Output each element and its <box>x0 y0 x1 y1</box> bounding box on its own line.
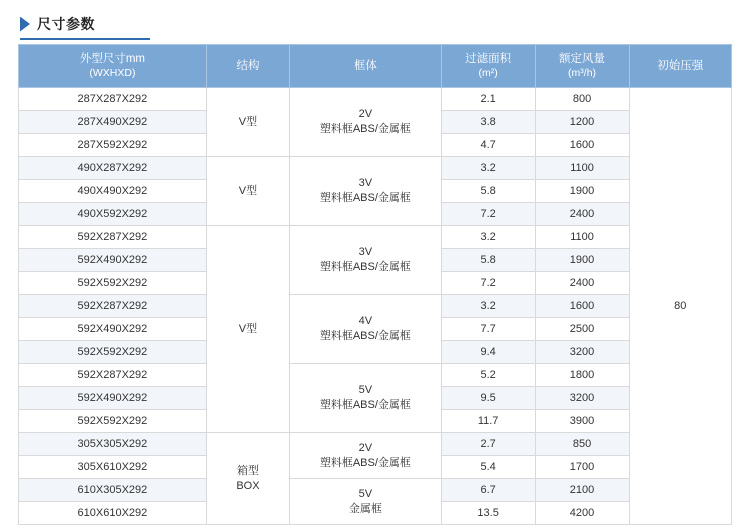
structure-line1: V型 <box>238 322 258 335</box>
frame-line2: 塑料框ABS/金属框 <box>319 123 411 135</box>
cell-frame <box>290 226 442 295</box>
column-header-flow-sub: (m³/h) <box>568 67 597 79</box>
cell-size: 287X490X292 <box>19 111 207 134</box>
column-header-size-sub: (WXHXD) <box>89 67 136 79</box>
cell-flow: 3200 <box>535 387 629 410</box>
cell-area: 5.4 <box>441 456 535 479</box>
cell-size: 305X305X292 <box>19 433 207 456</box>
frame-line2: 塑料框ABS/金属框 <box>319 456 411 469</box>
cell-flow: 1600 <box>535 295 629 318</box>
cell-flow: 1200 <box>535 111 629 134</box>
cell-area: 3.2 <box>441 226 535 249</box>
cell-frame <box>290 364 442 433</box>
cell-area: 3.8 <box>441 111 535 134</box>
cell-area: 5.8 <box>441 180 535 203</box>
cell-frame <box>290 295 442 364</box>
cell-frame <box>290 433 442 479</box>
cell-area: 9.4 <box>441 341 535 364</box>
cell-flow: 1800 <box>535 364 629 387</box>
cell-flow: 1700 <box>535 456 629 479</box>
cell-flow: 800 <box>535 88 629 111</box>
column-header-area <box>441 45 535 88</box>
cell-size: 287X287X292 <box>19 88 207 111</box>
cell-size: 592X287X292 <box>19 226 207 249</box>
table-row <box>19 433 732 456</box>
cell-frame <box>290 157 442 226</box>
frame-line1: 5V <box>358 384 373 396</box>
structure-line1: V型 <box>238 115 258 128</box>
column-header-flow-label: 额定风量 <box>559 53 606 65</box>
cell-size: 592X287X292 <box>19 295 207 318</box>
table-header <box>19 45 732 88</box>
cell-area: 9.5 <box>441 387 535 410</box>
cell-size: 287X592X292 <box>19 134 207 157</box>
cell-area: 3.2 <box>441 157 535 180</box>
table-body <box>19 88 732 525</box>
cell-size: 592X592X292 <box>19 410 207 433</box>
column-header-pressure <box>629 45 732 88</box>
frame-line2: 塑料框ABS/金属框 <box>319 399 411 411</box>
cell-area: 5.2 <box>441 364 535 387</box>
spec-table-wrapper <box>18 44 732 525</box>
structure-line1: 箱型 <box>236 464 259 477</box>
column-header-frame-label: 框体 <box>353 60 377 72</box>
column-header-area-label: 过滤面积 <box>465 53 512 65</box>
table-row <box>19 157 732 180</box>
cell-size: 610X610X292 <box>19 502 207 525</box>
frame-line2: 金属框 <box>348 502 382 515</box>
structure-line1: V型 <box>238 184 258 197</box>
cell-size: 592X490X292 <box>19 387 207 410</box>
frame-line2: 塑料框ABS/金属框 <box>319 261 411 273</box>
cell-size: 592X592X292 <box>19 341 207 364</box>
cell-area: 6.7 <box>441 479 535 502</box>
cell-size: 592X490X292 <box>19 249 207 272</box>
cell-area: 7.2 <box>441 203 535 226</box>
table-row <box>19 226 732 249</box>
cell-structure <box>206 226 289 433</box>
frame-line2: 塑料框ABS/金属框 <box>319 330 411 342</box>
frame-line1: 4V <box>358 315 373 327</box>
section-title <box>20 10 150 40</box>
cell-flow: 850 <box>535 433 629 456</box>
cell-frame <box>290 479 442 525</box>
cell-size: 490X287X292 <box>19 157 207 180</box>
table-row <box>19 88 732 111</box>
cell-flow: 1900 <box>535 249 629 272</box>
triangle-marker-icon <box>20 17 30 32</box>
cell-size: 490X592X292 <box>19 203 207 226</box>
frame-line1: 2V <box>358 441 373 454</box>
cell-size: 305X610X292 <box>19 456 207 479</box>
cell-flow: 3900 <box>535 410 629 433</box>
cell-area: 7.7 <box>441 318 535 341</box>
column-header-structure-label: 结构 <box>236 60 260 72</box>
cell-flow: 2500 <box>535 318 629 341</box>
frame-line1: 5V <box>358 487 373 500</box>
cell-area: 4.7 <box>441 134 535 157</box>
cell-area: 2.1 <box>441 88 535 111</box>
cell-area: 2.7 <box>441 433 535 456</box>
cell-frame <box>290 88 442 157</box>
cell-pressure: 80 <box>629 88 732 525</box>
column-header-pressure-label: 初始压强 <box>657 60 704 72</box>
cell-area: 7.2 <box>441 272 535 295</box>
cell-flow: 4200 <box>535 502 629 525</box>
cell-flow: 3200 <box>535 341 629 364</box>
column-header-area-sub: (m²) <box>478 67 498 79</box>
structure-line2: BOX <box>236 479 260 492</box>
cell-size: 490X490X292 <box>19 180 207 203</box>
cell-structure <box>206 433 289 525</box>
table-row <box>19 295 732 318</box>
cell-flow: 2100 <box>535 479 629 502</box>
cell-size: 610X305X292 <box>19 479 207 502</box>
cell-flow: 1100 <box>535 226 629 249</box>
cell-size: 592X287X292 <box>19 364 207 387</box>
column-header-size-label: 外型尺寸mm <box>79 53 145 65</box>
table-row <box>19 364 732 387</box>
page-title: 尺寸参数 <box>37 16 95 32</box>
frame-line1: 2V <box>358 108 373 120</box>
cell-flow: 2400 <box>535 203 629 226</box>
cell-area: 13.5 <box>441 502 535 525</box>
cell-structure <box>206 157 289 226</box>
cell-size: 592X490X292 <box>19 318 207 341</box>
frame-line1: 3V <box>358 246 373 258</box>
frame-line2: 塑料框ABS/金属框 <box>319 192 411 204</box>
table-row <box>19 479 732 502</box>
column-header-frame <box>290 45 442 88</box>
column-header-structure <box>206 45 289 88</box>
cell-flow: 1900 <box>535 180 629 203</box>
table-header-row <box>19 45 732 88</box>
cell-area: 5.8 <box>441 249 535 272</box>
cell-structure <box>206 88 289 157</box>
cell-area: 11.7 <box>441 410 535 433</box>
column-header-size <box>19 45 207 88</box>
cell-size: 592X592X292 <box>19 272 207 295</box>
cell-flow: 2400 <box>535 272 629 295</box>
column-header-flow <box>535 45 629 88</box>
cell-flow: 1100 <box>535 157 629 180</box>
cell-area: 3.2 <box>441 295 535 318</box>
spec-table <box>18 44 732 525</box>
frame-line1: 3V <box>358 177 373 189</box>
cell-flow: 1600 <box>535 134 629 157</box>
